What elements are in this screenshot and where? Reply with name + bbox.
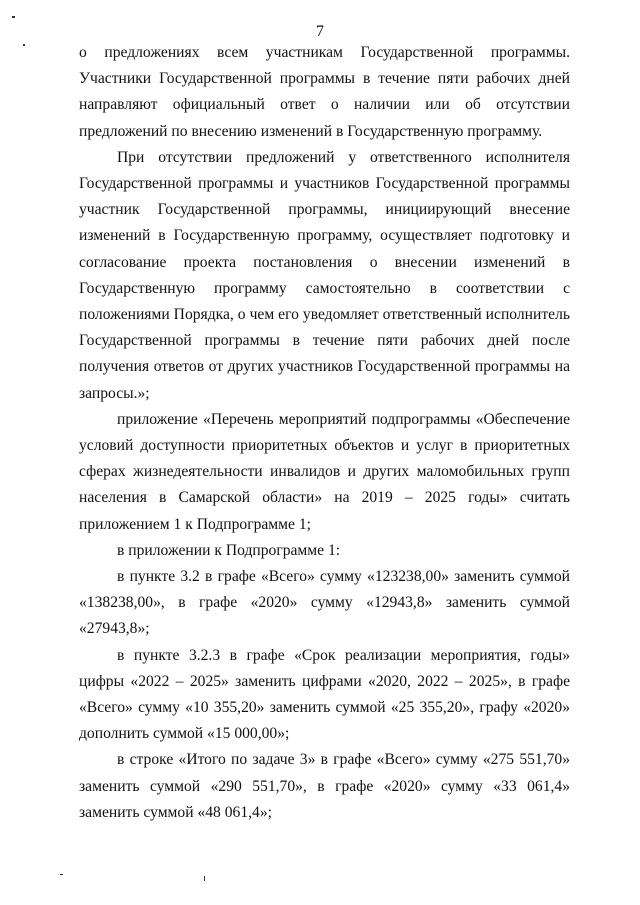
document-body (79, 40, 570, 826)
paragraph-item-3-2: в пункте 3.2 в графе «Всего» сумму «123238,00» заменить суммой «138238,00», в графе «2020» сумму «12943,8» заменить суммой «27943,8»; (79, 568, 570, 638)
scan-speck (204, 876, 205, 881)
scan-speck (60, 874, 63, 875)
page-number: 7 (316, 23, 324, 40)
paragraph-no-proposals: При отсутствии предложений у ответственного исполнителя Государственной программы и участников Государственной программы участник Государственной программы, инициирующий внесение изменений в Государственную программу, осуществляет подготовку и согласование проекта постановления о внесении изменений в Государственную программу самостоятельно в соответствии с положениями Порядка, о чем его уведомляет ответственный исполнитель Государственной программы в течение пяти рабочих дней после получения ответов от других участников Государственной программы на запросы.»; (79, 148, 570, 402)
paragraph-total-task-3: в строке «Итого по задаче 3» в графе «Всего» сумму «275 551,70» заменить суммой «290 551,70», в графе «2020» сумму «33 061,4» заменить суммой «48 061,4»; (79, 751, 570, 821)
paragraph-item-3-2-3: в пункте 3.2.3 в графе «Срок реализации мероприятия, годы» цифры «2022 – 2025» заменить цифрами «2020, 2022 – 2025», в графе «Всего» сумму «10 355,20» заменить суммой «25 355,20», графу «2020» дополнить суммой «15 000,00»; (79, 646, 570, 743)
paragraph-appendix-intro: в приложении к Подпрограмме 1: (117, 541, 341, 559)
scan-speck (12, 16, 15, 18)
paragraph-appendix-rename: приложение «Перечень мероприятий подпрограммы «Обеспечение условий доступности приоритетных объектов и услуг в приоритетных сферах жизнедеятельности инвалидов и других маломобильных групп населения в Самарской области» на 2019 – 2025 годы» считать приложением 1 к Подпрограмме 1; (79, 410, 570, 533)
scan-speck (23, 44, 25, 46)
paragraph-continuation: о предложениях всем участникам Государственной программы. Участники Государственной программы в течение пяти рабочих дней направляют официальный ответ о наличии или об отсутствии предложений по внесению изменений в Государственную программу. (79, 44, 570, 140)
